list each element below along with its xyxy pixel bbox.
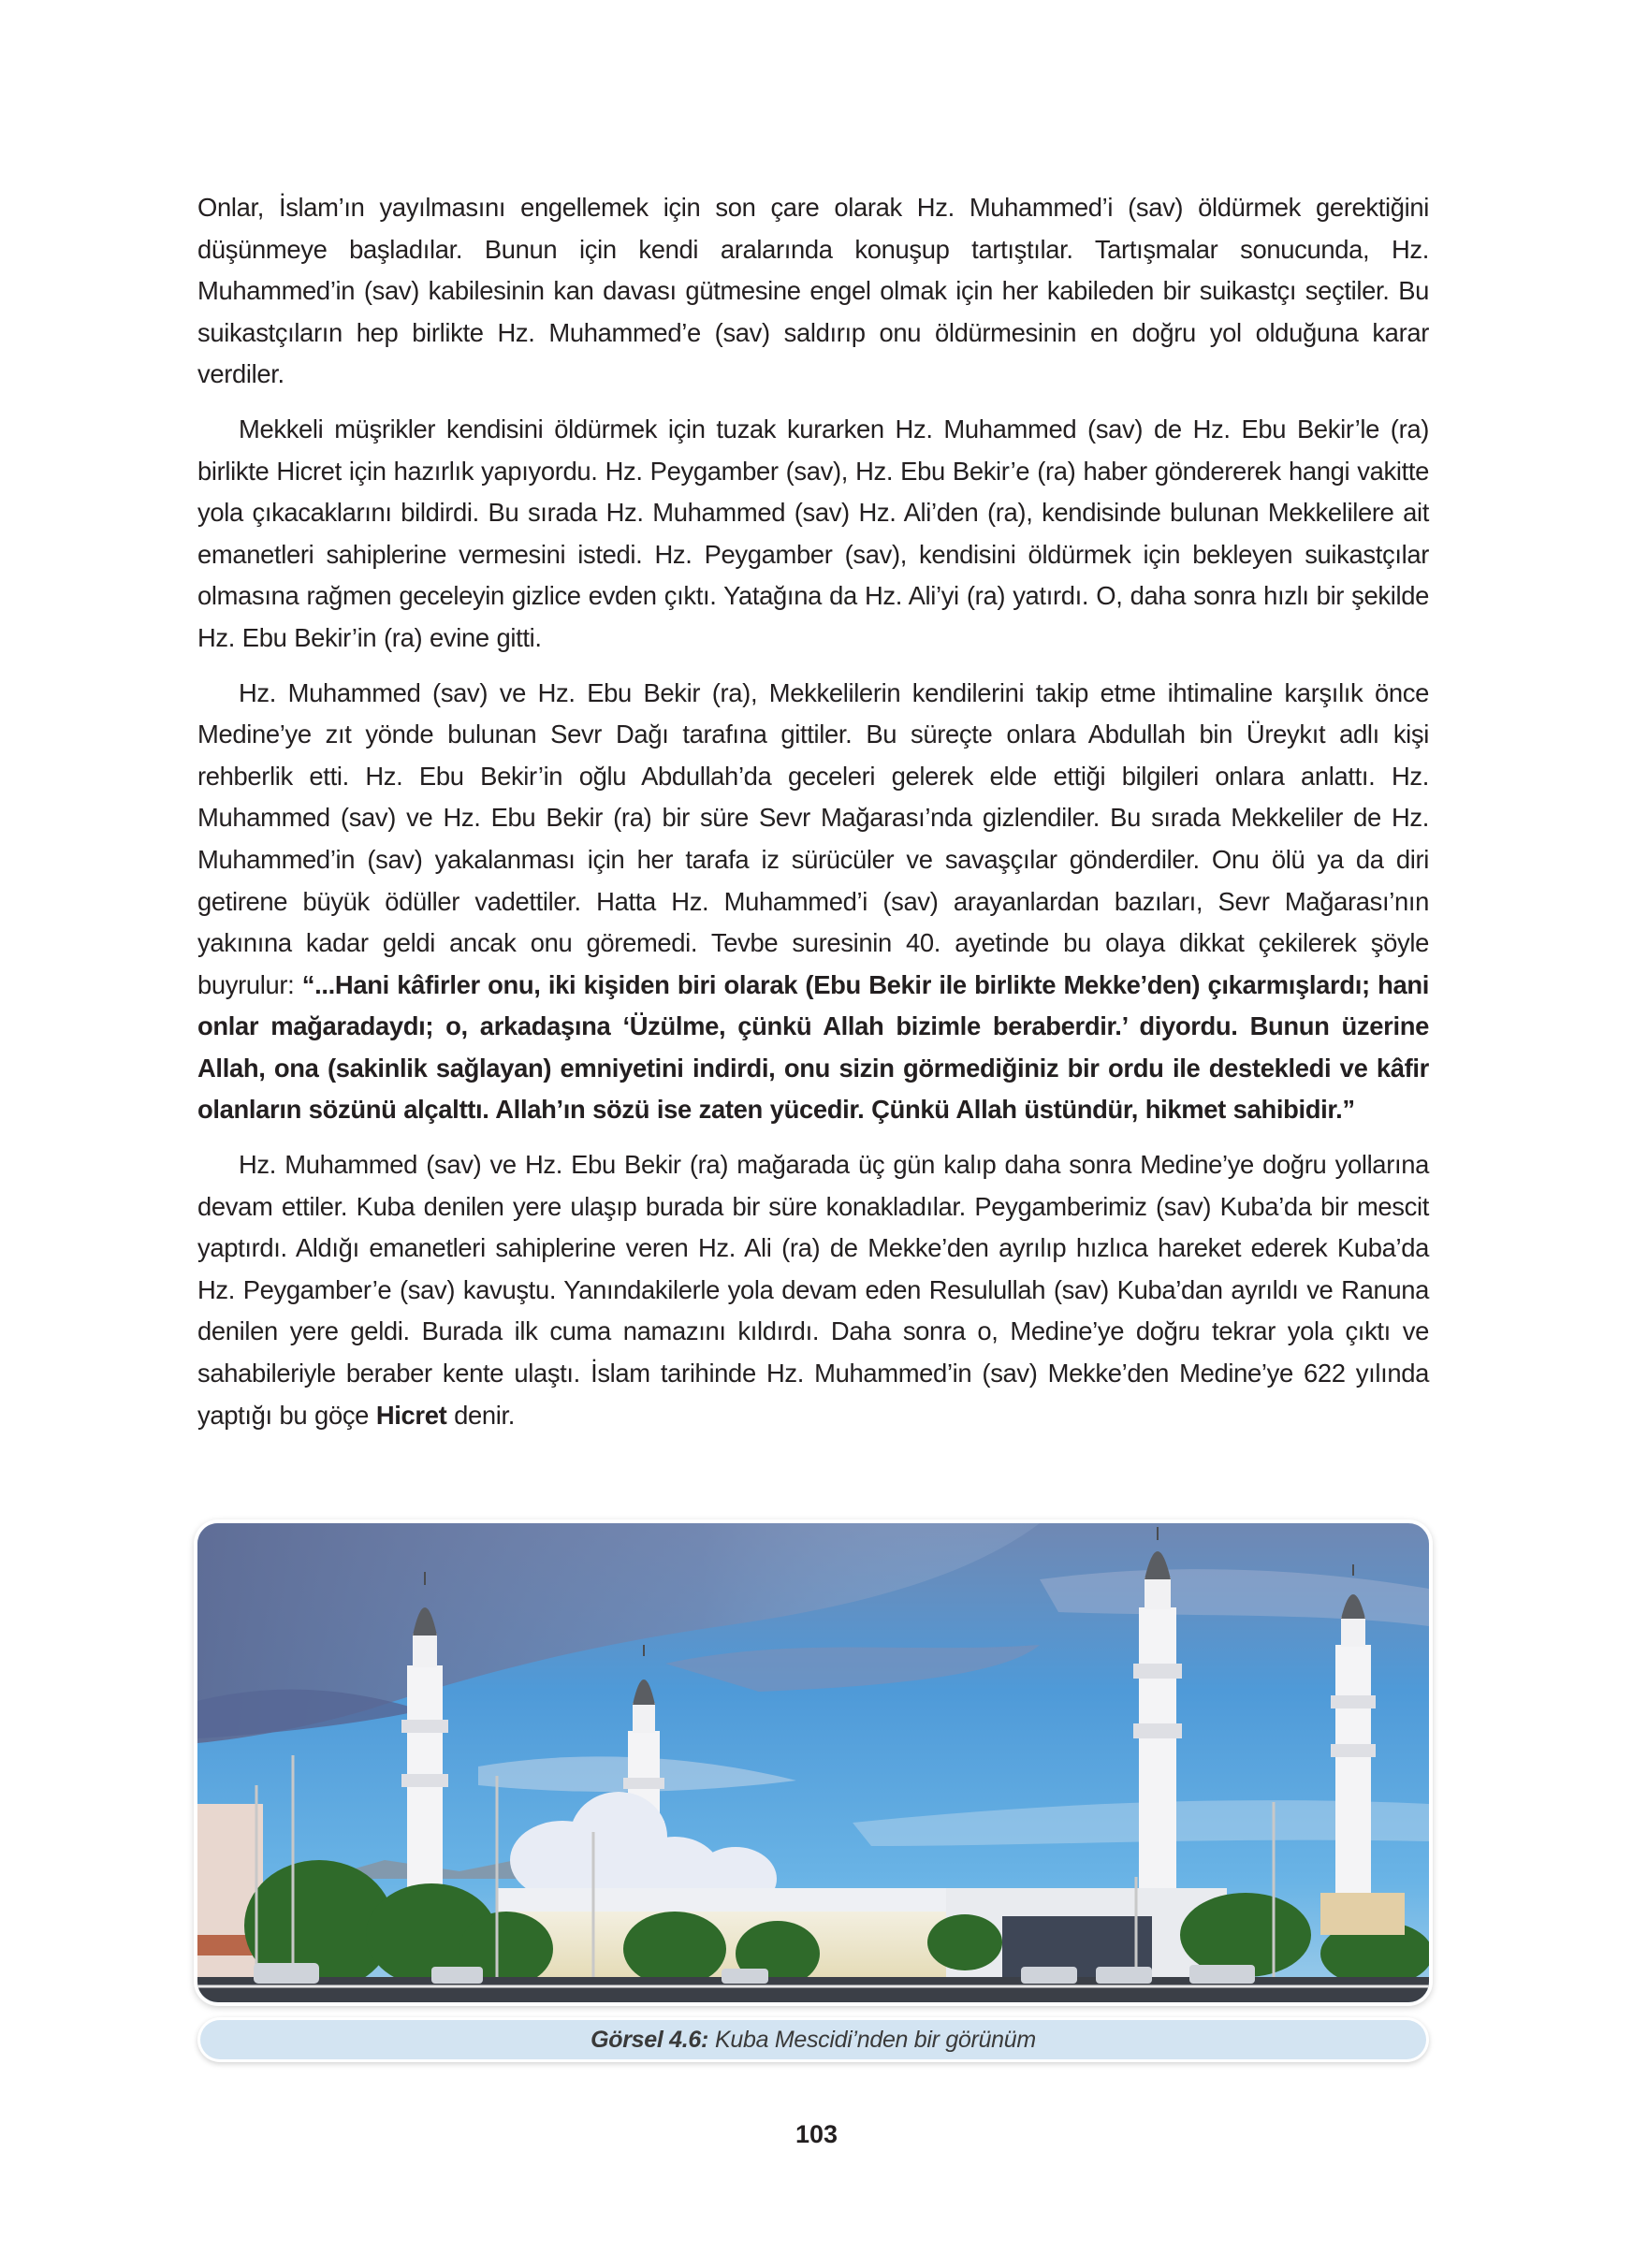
quran-quote: “...Hani kâfirler onu, iki kişiden biri olarak (Ebu Bekir ile birlikte Mekke’den) çıkarmışlardı; hani onlar mağaradaydı; o, arkadaşına ‘Üzülme, çünkü Allah bizimle beraberdir.’ diyordu. Bunun üzerine Allah, ona (sakinlik sağlayan) emniyetini indirdi, onu sizin görmediğiniz bir ordu ile destekledi ve kâfir olanların sözünü alçalttı. Allah’ın sözü ise zaten yücedir. Çünkü Allah üstündür, hikmet sahibidir.” <box>197 969 1429 1125</box>
paragraph-3 <box>197 673 1429 1132</box>
caption-label: Görsel 4.6: <box>591 2026 709 2053</box>
figure-caption <box>200 2020 1426 2059</box>
paragraph-2-text: Mekkeli müşrikler kendisini öldürmek için tuzak kurarken Hz. Muhammed (sav) de Hz. Ebu Bekir’le (ra) birlikte Hicret için hazırlık yapıyordu. Hz. Peygamber (sav), Hz. Ebu Bekir’e (ra) haber göndererek hangi vakitte yola çıkacaklarını bildirdi. Bu sırada Hz. Muhammed (sav) Hz. Ali’den (ra), kendisinde bulunan Mekkelilere ait emanetleri sahiplerine vermesini istedi. Hz. Peygamber (sav), kendisini öldürmek için bekleyen suikastçılar olmasına rağmen geceleyin gizlice evden çıktı. Yatağına da Hz. Ali’yi (ra) yatırdı. O, daha sonra hızlı bir şekilde Hz. Ebu Bekir’in (ra) evine gitti. <box>197 414 1429 652</box>
mosque-photo-illustration <box>197 1523 1429 2002</box>
paragraph-4 <box>197 1144 1429 1436</box>
bold-term-hicret: Hicret <box>375 1400 447 1430</box>
paragraph-2 <box>197 409 1429 660</box>
paragraph-3-text: Hz. Muhammed (sav) ve Hz. Ebu Bekir (ra), Mekkelilerin kendilerini takip etme ihtimaline karşılık önce Medine’ye zıt yönde bulunan Sevr Dağı tarafına gittiler. Bu süreçte onlara Abdullah bin Üreykıt adlı kişi rehberlik etti. Hz. Ebu Bekir’in oğlu Abdullah’da geceleri gelerek elde ettiği bilgileri onlara anlattı. Hz. Muhammed (sav) ve Hz. Ebu Bekir (ra) bir süre Sevr Mağarası’nda gizlendiler. Bu sırada Mekkeliler de Hz. Muhammed’in (sav) yakalanması için her tarafa iz sürücüler ve savaşçılar gönderdiler. Onu ölü ya da diri getirene büyük ödüller vadettiler. Hatta Hz. Muhammed’i (sav) arayanlardan bazıları, Sevr Mağarası’nın yakınına kadar geldi ancak onu göremedi. Tevbe suresinin 40. ayetinde bu olaya dikkat çekilerek şöyle buyrulur: <box>197 677 1429 999</box>
paragraph-4-text: Hz. Muhammed (sav) ve Hz. Ebu Bekir (ra) mağarada üç gün kalıp daha sonra Medine’ye doğru yollarına devam ettiler. Kuba denilen yere ulaşıp burada bir süre konakladılar. Peygamberimiz (sav) Kuba’da bir mescit yaptırdı. Aldığı emanetleri sahiplerine veren Hz. Ali (ra) de Mekke’den ayrılıp hızlıca hareket ederek Kuba’da Hz. Peygamber’e (sav) kavuştu. Yanındakilerle yola devam eden Resulullah (sav) Kuba’dan ayrıldı ve Ranuna denilen yere geldi. Burada ilk cuma namazını kıldırdı. Daha sonra o, Medine’ye doğru tekrar yola çıktı ve sahabileriyle beraber kente ulaştı. İslam tarihinde Hz. Muhammed’in (sav) Mekke’den Medine’ye 622 yılında yaptığı bu göçe <box>197 1150 1429 1430</box>
page-body <box>197 187 1429 1449</box>
paragraph-1 <box>197 187 1429 396</box>
page-number: 103 <box>795 2120 838 2148</box>
paragraph-4-tail: denir. <box>446 1400 516 1430</box>
caption-text: Kuba Mescidi’nden bir görünüm <box>715 2026 1036 2053</box>
paragraph-1-text: Onlar, İslam’ın yayılmasını engellemek için son çare olarak Hz. Muhammed’i (sav) öldürmek gerektiğini düşünmeye başladılar. Bunun için kendi aralarında konuşup tartıştılar. Tartışmalar sonucunda, Hz. Muhammed’in (sav) kabilesinin kan davası gütmesine engel olmak için her kabileden bir suikastçı seçtiler. Bu suikastçıların hep birlikte Hz. Muhammed’e (sav) saldırıp onu öldürmesinin en doğru yol olduğuna karar verdiler. <box>197 193 1429 389</box>
figure-kuba-mosque-photo <box>197 1523 1429 2002</box>
